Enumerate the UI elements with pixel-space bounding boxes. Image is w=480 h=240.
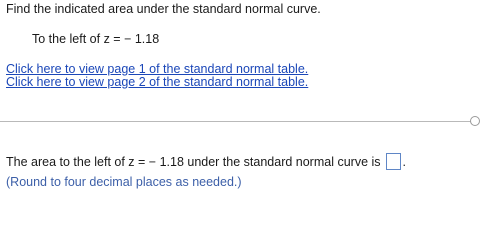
question-prompt: Find the indicated area under the standard normal curve. (6, 2, 321, 16)
table-links (6, 63, 308, 89)
given-condition: To the left of z = − 1.18 (32, 32, 160, 46)
table-page-2-link[interactable]: Click here to view page 2 of the standard normal table. (6, 75, 309, 89)
divider-handle[interactable] (470, 116, 480, 126)
answer-suffix: . (402, 154, 407, 169)
rounding-hint: (Round to four decimal places as needed.) (6, 175, 242, 189)
table-page-1-link[interactable]: Click here to view page 1 of the standard normal table. (6, 62, 309, 76)
section-divider (0, 121, 474, 122)
answer-sentence: The area to the left of z = − 1.18 under the standard normal curve is (6, 154, 381, 169)
answer-input[interactable] (386, 153, 401, 170)
answer-line (6, 153, 406, 170)
